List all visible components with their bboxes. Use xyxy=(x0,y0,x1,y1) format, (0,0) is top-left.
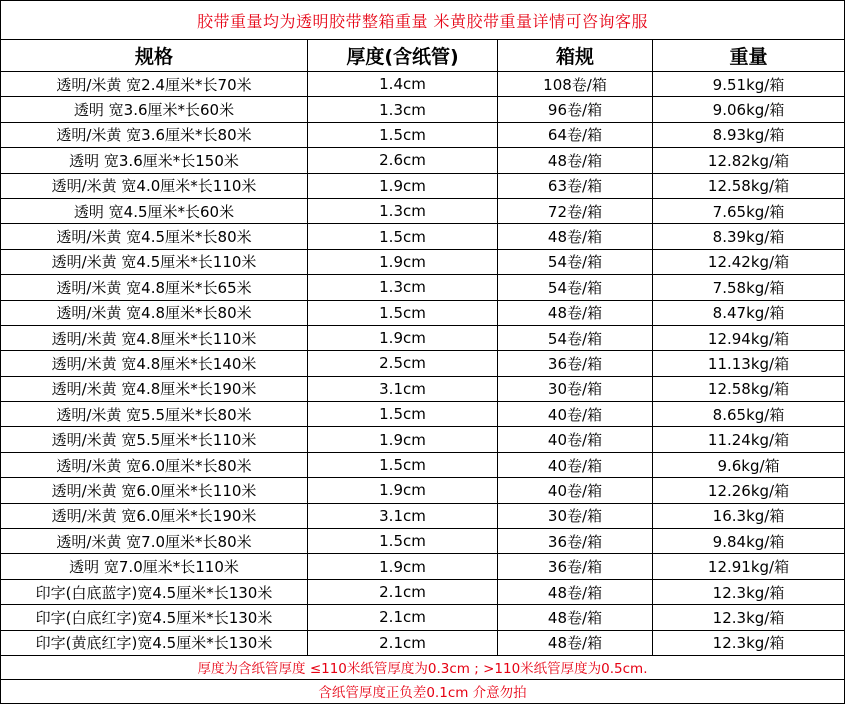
cell-thickness: 1.3cm xyxy=(308,198,498,223)
table-row xyxy=(1,249,845,274)
cell-weight: 7.65kg/箱 xyxy=(653,198,845,223)
cell-weight: 9.84kg/箱 xyxy=(653,529,845,554)
note-text: 厚度为含纸管厚度 ≤110米纸管厚度为0.3cm ; >110米纸管厚度为0.5cm. xyxy=(1,655,845,679)
cell-weight: 12.94kg/箱 xyxy=(653,325,845,350)
cell-thickness: 1.5cm xyxy=(308,122,498,147)
cell-thickness: 1.5cm xyxy=(308,402,498,427)
cell-box: 40卷/箱 xyxy=(498,452,653,477)
cell-thickness: 1.9cm xyxy=(308,478,498,503)
cell-box: 30卷/箱 xyxy=(498,503,653,528)
cell-weight: 8.39kg/箱 xyxy=(653,224,845,249)
cell-weight: 9.51kg/箱 xyxy=(653,72,845,97)
cell-weight: 8.65kg/箱 xyxy=(653,402,845,427)
cell-thickness: 1.9cm xyxy=(308,173,498,198)
cell-weight: 12.82kg/箱 xyxy=(653,148,845,173)
table-row xyxy=(1,198,845,223)
cell-box: 72卷/箱 xyxy=(498,198,653,223)
cell-spec: 透明/米黄 宽2.4厘米*长70米 xyxy=(1,72,308,97)
cell-box: 108卷/箱 xyxy=(498,72,653,97)
table-row xyxy=(1,148,845,173)
cell-box: 63卷/箱 xyxy=(498,173,653,198)
table-row xyxy=(1,351,845,376)
column-header-spec: 规格 xyxy=(1,40,308,72)
cell-weight: 11.13kg/箱 xyxy=(653,351,845,376)
cell-box: 48卷/箱 xyxy=(498,605,653,630)
cell-thickness: 1.5cm xyxy=(308,300,498,325)
note-row xyxy=(1,655,845,679)
cell-spec: 透明/米黄 宽6.0厘米*长190米 xyxy=(1,503,308,528)
cell-thickness: 1.4cm xyxy=(308,72,498,97)
cell-box: 48卷/箱 xyxy=(498,579,653,604)
cell-thickness: 3.1cm xyxy=(308,376,498,401)
cell-weight: 12.3kg/箱 xyxy=(653,605,845,630)
table-row xyxy=(1,452,845,477)
cell-box: 48卷/箱 xyxy=(498,224,653,249)
cell-weight: 9.06kg/箱 xyxy=(653,97,845,122)
cell-spec: 透明/米黄 宽4.0厘米*长110米 xyxy=(1,173,308,198)
cell-weight: 16.3kg/箱 xyxy=(653,503,845,528)
cell-thickness: 1.5cm xyxy=(308,529,498,554)
cell-box: 54卷/箱 xyxy=(498,325,653,350)
cell-thickness: 1.5cm xyxy=(308,452,498,477)
table-row xyxy=(1,503,845,528)
cell-box: 48卷/箱 xyxy=(498,630,653,655)
cell-weight: 9.6kg/箱 xyxy=(653,452,845,477)
table-row xyxy=(1,224,845,249)
cell-spec: 透明/米黄 宽4.8厘米*长110米 xyxy=(1,325,308,350)
cell-weight: 11.24kg/箱 xyxy=(653,427,845,452)
table-row xyxy=(1,325,845,350)
cell-spec: 透明/米黄 宽6.0厘米*长110米 xyxy=(1,478,308,503)
table-row xyxy=(1,630,845,655)
cell-weight: 8.93kg/箱 xyxy=(653,122,845,147)
table-row xyxy=(1,376,845,401)
cell-weight: 12.26kg/箱 xyxy=(653,478,845,503)
cell-spec: 透明/米黄 宽5.5厘米*长80米 xyxy=(1,402,308,427)
table-row xyxy=(1,275,845,300)
cell-box: 48卷/箱 xyxy=(498,148,653,173)
cell-box: 48卷/箱 xyxy=(498,300,653,325)
table-row xyxy=(1,478,845,503)
table-row xyxy=(1,72,845,97)
cell-spec: 透明/米黄 宽4.5厘米*长110米 xyxy=(1,249,308,274)
cell-spec: 透明 宽3.6厘米*长60米 xyxy=(1,97,308,122)
column-header-thickness: 厚度(含纸管) xyxy=(308,40,498,72)
cell-spec: 透明/米黄 宽7.0厘米*长80米 xyxy=(1,529,308,554)
cell-weight: 12.58kg/箱 xyxy=(653,376,845,401)
cell-spec: 印字(白底红字)宽4.5厘米*长130米 xyxy=(1,605,308,630)
cell-weight: 12.58kg/箱 xyxy=(653,173,845,198)
cell-box: 36卷/箱 xyxy=(498,554,653,579)
header-row xyxy=(1,40,845,72)
cell-box: 36卷/箱 xyxy=(498,529,653,554)
cell-spec: 透明/米黄 宽5.5厘米*长110米 xyxy=(1,427,308,452)
cell-box: 96卷/箱 xyxy=(498,97,653,122)
cell-box: 64卷/箱 xyxy=(498,122,653,147)
note-row xyxy=(1,679,845,703)
note-text: 含纸管厚度正负差0.1cm 介意勿拍 xyxy=(1,679,845,703)
table-row xyxy=(1,97,845,122)
cell-spec: 印字(黄底红字)宽4.5厘米*长130米 xyxy=(1,630,308,655)
cell-thickness: 1.5cm xyxy=(308,224,498,249)
cell-spec: 透明/米黄 宽4.8厘米*长190米 xyxy=(1,376,308,401)
cell-spec: 透明/米黄 宽6.0厘米*长80米 xyxy=(1,452,308,477)
cell-thickness: 1.3cm xyxy=(308,275,498,300)
table-row xyxy=(1,122,845,147)
cell-spec: 透明/米黄 宽4.8厘米*长140米 xyxy=(1,351,308,376)
cell-weight: 12.91kg/箱 xyxy=(653,554,845,579)
cell-box: 54卷/箱 xyxy=(498,275,653,300)
cell-thickness: 1.9cm xyxy=(308,427,498,452)
cell-box: 40卷/箱 xyxy=(498,478,653,503)
column-header-box: 箱规 xyxy=(498,40,653,72)
cell-spec: 透明 宽7.0厘米*长110米 xyxy=(1,554,308,579)
cell-weight: 12.42kg/箱 xyxy=(653,249,845,274)
cell-weight: 7.58kg/箱 xyxy=(653,275,845,300)
cell-thickness: 2.1cm xyxy=(308,579,498,604)
cell-thickness: 3.1cm xyxy=(308,503,498,528)
cell-thickness: 1.9cm xyxy=(308,554,498,579)
cell-spec: 透明/米黄 宽4.8厘米*长65米 xyxy=(1,275,308,300)
cell-box: 54卷/箱 xyxy=(498,249,653,274)
cell-box: 40卷/箱 xyxy=(498,402,653,427)
column-header-weight: 重量 xyxy=(653,40,845,72)
cell-thickness: 1.3cm xyxy=(308,97,498,122)
cell-weight: 12.3kg/箱 xyxy=(653,579,845,604)
cell-thickness: 2.1cm xyxy=(308,605,498,630)
cell-spec: 透明 宽4.5厘米*长60米 xyxy=(1,198,308,223)
cell-spec: 透明/米黄 宽4.8厘米*长80米 xyxy=(1,300,308,325)
cell-spec: 透明 宽3.6厘米*长150米 xyxy=(1,148,308,173)
table-row xyxy=(1,529,845,554)
cell-thickness: 2.5cm xyxy=(308,351,498,376)
cell-weight: 12.3kg/箱 xyxy=(653,630,845,655)
cell-box: 40卷/箱 xyxy=(498,427,653,452)
table-row xyxy=(1,173,845,198)
table-row xyxy=(1,605,845,630)
table-title: 胶带重量均为透明胶带整箱重量 米黄胶带重量详情可咨询客服 xyxy=(1,1,845,40)
cell-spec: 透明/米黄 宽3.6厘米*长80米 xyxy=(1,122,308,147)
table-row xyxy=(1,427,845,452)
cell-thickness: 2.6cm xyxy=(308,148,498,173)
cell-thickness: 1.9cm xyxy=(308,325,498,350)
cell-box: 30卷/箱 xyxy=(498,376,653,401)
cell-weight: 8.47kg/箱 xyxy=(653,300,845,325)
table-row xyxy=(1,579,845,604)
title-row xyxy=(1,1,845,40)
cell-spec: 印字(白底蓝字)宽4.5厘米*长130米 xyxy=(1,579,308,604)
cell-box: 36卷/箱 xyxy=(498,351,653,376)
cell-spec: 透明/米黄 宽4.5厘米*长80米 xyxy=(1,224,308,249)
table-row xyxy=(1,554,845,579)
cell-thickness: 1.9cm xyxy=(308,249,498,274)
table-row xyxy=(1,300,845,325)
table-row xyxy=(1,402,845,427)
cell-thickness: 2.1cm xyxy=(308,630,498,655)
